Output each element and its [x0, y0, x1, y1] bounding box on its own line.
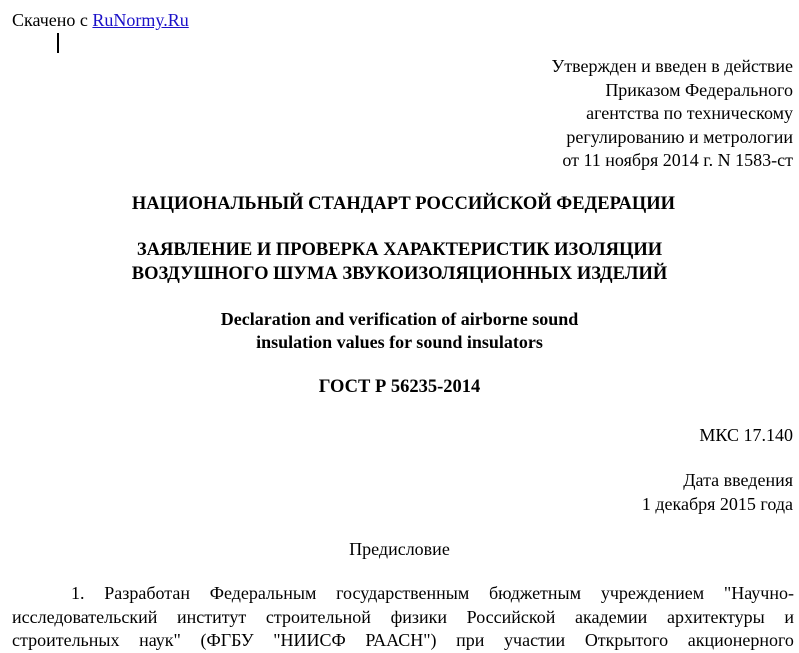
- title-russian: [0, 238, 799, 286]
- preface-word: и: [784, 607, 794, 627]
- approval-line: Приказом Федерального: [605, 79, 793, 100]
- preface-paragraph-line-1: [12, 582, 794, 606]
- preface-word: учреждением: [600, 583, 705, 603]
- preface-word: Федеральным: [209, 583, 317, 603]
- preface-word: (ФГБУ: [200, 630, 254, 650]
- approval-line: Утвержден и введен в действие: [551, 56, 793, 76]
- title-english-line-2: insulation values for sound insulators: [256, 332, 543, 352]
- national-standard-heading: НАЦИОНАЛЬНЫЙ СТАНДАРТ РОССИЙСКОЙ ФЕДЕРАЦИИ: [131, 194, 676, 214]
- preface-word: институт: [177, 607, 247, 627]
- preface-word: Разработан: [104, 583, 190, 603]
- title-russian-line-2: ВОЗДУШНОГО ШУМА ЗВУКОИЗОЛЯЦИОННЫХ ИЗДЕЛИЙ: [131, 264, 668, 284]
- mks-code: МКС 17.140: [699, 425, 793, 445]
- preface-word: 1.: [71, 583, 85, 603]
- approval-line: агентства по техническому: [586, 103, 793, 123]
- preface-word: строительной: [265, 607, 371, 627]
- download-source-prefix: Скачено с: [12, 10, 93, 30]
- preface-word: Российской: [466, 607, 556, 627]
- effective-date-block: [642, 469, 793, 516]
- preface-word: "НИИСФ: [273, 630, 346, 650]
- approval-block: [551, 55, 793, 173]
- effective-date-value: 1 декабря 2015 года: [641, 493, 793, 514]
- gost-number: ГОСТ Р 56235-2014: [318, 377, 481, 397]
- preface-word: государственным: [336, 583, 470, 603]
- preface-word: строительных: [12, 630, 120, 650]
- runormy-link[interactable]: RuNormy.Ru: [92, 10, 189, 30]
- preface-word: архитектуры: [666, 607, 765, 627]
- title-english: [0, 308, 799, 354]
- approval-line: от 11 ноября 2014 г. N 1583-ст: [562, 150, 793, 170]
- title-russian-line-1: ЗАЯВЛЕНИЕ И ПРОВЕРКА ХАРАКТЕРИСТИК ИЗОЛЯЦИИ: [136, 240, 663, 260]
- preface-word: академии: [575, 607, 648, 627]
- preface-paragraph-line-3: [12, 629, 794, 653]
- preface-word: участии: [504, 630, 566, 650]
- preface-word: "Научно-: [723, 583, 794, 603]
- preface-word: Открытого: [584, 630, 669, 650]
- title-english-line-1: Declaration and verification of airborne sound: [220, 309, 579, 329]
- download-source-line: [12, 9, 189, 31]
- text-cursor: [57, 33, 59, 53]
- preface-word: РААСН"): [365, 630, 437, 650]
- preface-word: при: [456, 630, 485, 650]
- preface-word: акционерного: [687, 630, 794, 650]
- preface-word: физики: [390, 607, 448, 627]
- effective-date-label: Дата введения: [683, 470, 793, 490]
- preface-paragraph-line-2: [12, 606, 794, 630]
- preface-word: наук": [139, 630, 181, 650]
- preface-heading: Предисловие: [349, 539, 450, 559]
- preface-word: бюджетным: [489, 583, 582, 603]
- approval-line: регулированию и метрологии: [566, 126, 793, 147]
- preface-word: исследовательский: [12, 607, 158, 627]
